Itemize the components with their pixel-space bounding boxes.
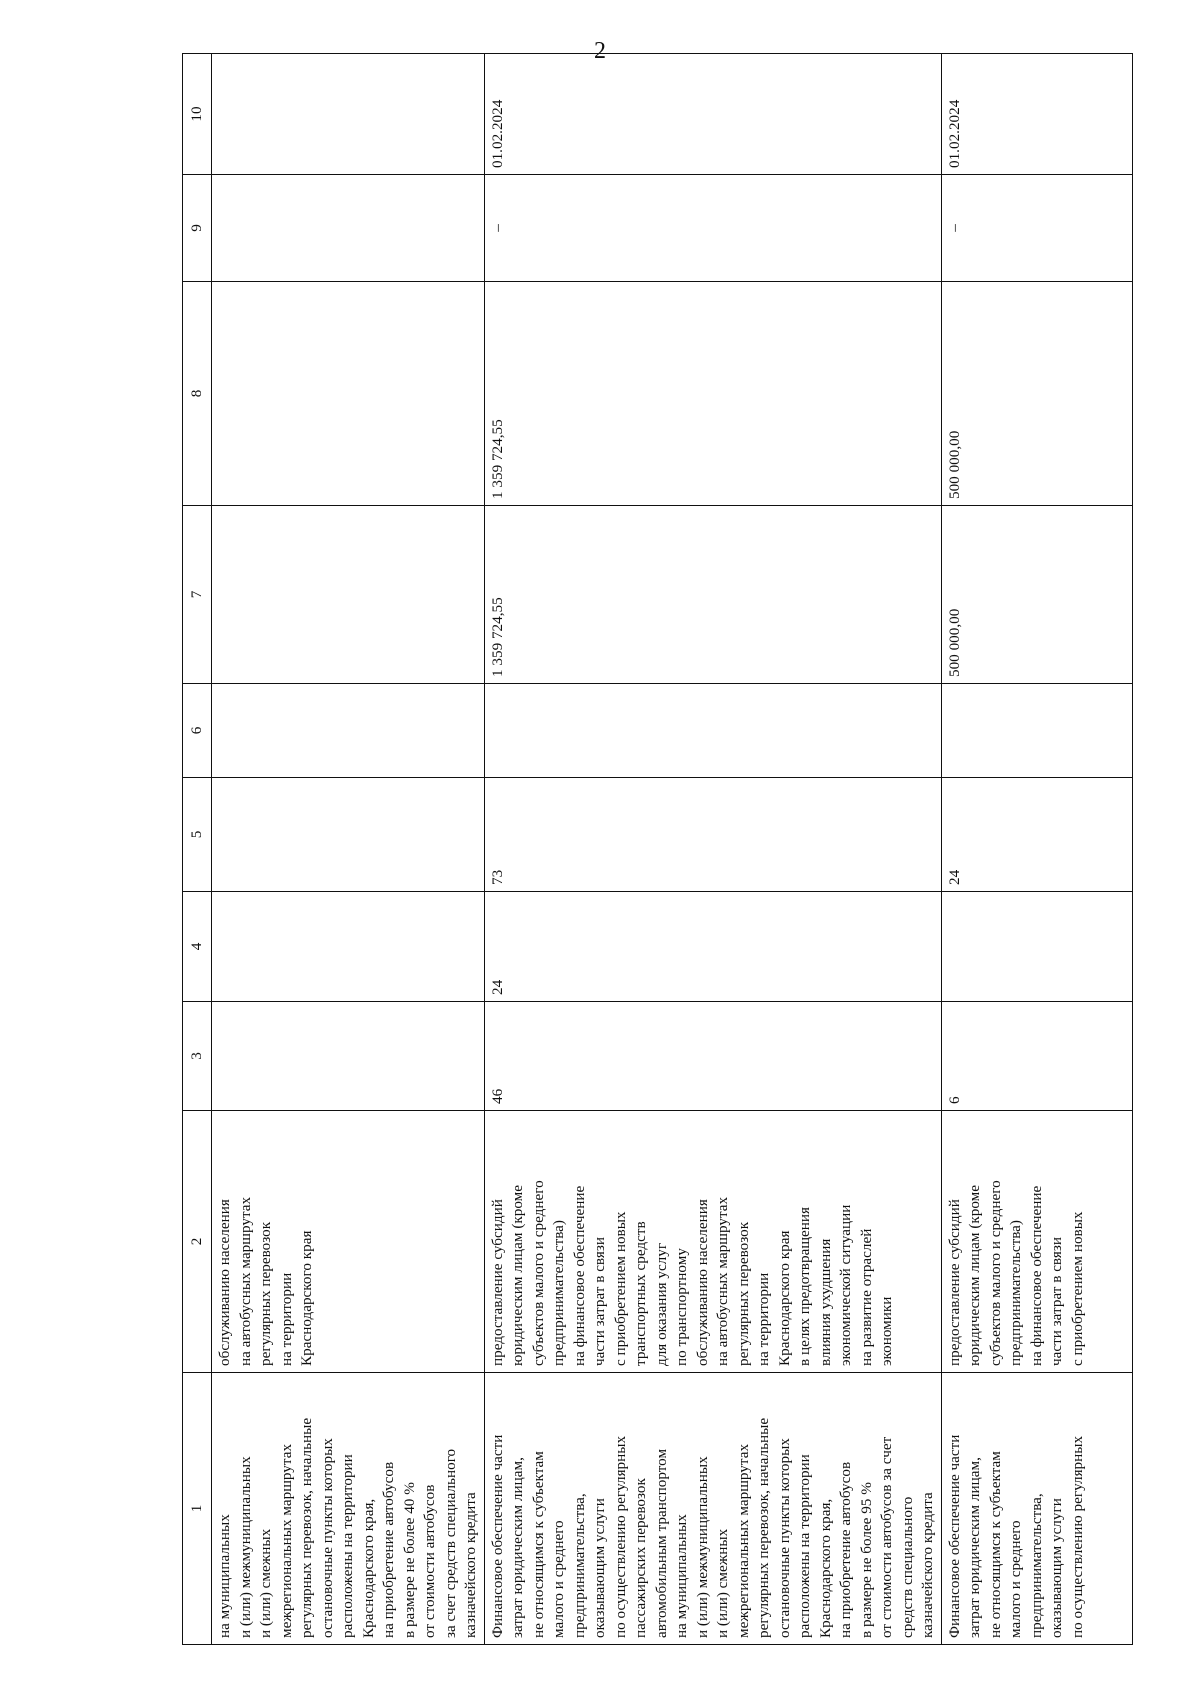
- table-cell: 1 359 724,55: [484, 506, 941, 684]
- header-cell: 2: [183, 1111, 212, 1373]
- header-cell: 9: [183, 175, 212, 282]
- header-cell: 3: [183, 1002, 212, 1111]
- table-cell: 6: [941, 1002, 1132, 1111]
- table-row: [484, 54, 941, 1645]
- table-cell: 24: [941, 778, 1132, 892]
- table-cell: 500 000,00: [941, 282, 1132, 506]
- header-cell: 6: [183, 684, 212, 778]
- header-cell: 4: [183, 892, 212, 1002]
- table-cell: Финансовое обеспечение части затрат юридическим лицам, не относящимся к субъектам малого и среднего предпринимательства, оказывающим услуги по осуществлению регулярных пассажирских перевозок автомобильным транспортом на муниципальных и (или) межмуниципальных и (или) смежных межрегиональных маршрутах регулярных перевозок, начальные остановочные пункты которых расположены на территории Краснодарского края, на приобретение автобусов в размере не более 95 % от стоимости автобусов за счет средств специального казначейского кредита: [484, 1373, 941, 1645]
- table-cell: предоставление субсидий юридическим лицам (кроме субъектов малого и среднего предпринимательства) на финансовое обеспечение части затрат в связи с приобретением новых: [941, 1111, 1132, 1373]
- header-cell: 10: [183, 54, 212, 175]
- table-cell: [212, 175, 485, 282]
- table-cell: [941, 684, 1132, 778]
- table-cell: 46: [484, 1002, 941, 1111]
- header-cell: 7: [183, 506, 212, 684]
- table-cell: [212, 778, 485, 892]
- header-row: [183, 54, 212, 1645]
- table-cell: [212, 684, 485, 778]
- table-cell: [212, 282, 485, 506]
- table-cell: на муниципальных и (или) межмуниципальных и (или) смежных межрегиональных маршрутах регулярных перевозок, начальные остановочные пункты которых расположены на территории Краснодарского края, на приобретение автобусов в размере не более 40 % от стоимости автобусов за счет средств специального казначейского кредита: [212, 1373, 485, 1645]
- table-cell: 500 000,00: [941, 506, 1132, 684]
- table-cell: [941, 892, 1132, 1002]
- table-cell: 01.02.2024: [484, 54, 941, 175]
- table-row: [941, 54, 1132, 1645]
- rotated-table-container: [182, 99, 1104, 1645]
- table-cell: [212, 892, 485, 1002]
- header-cell: 8: [183, 282, 212, 506]
- budget-table: [182, 53, 1133, 1645]
- header-cell: 5: [183, 778, 212, 892]
- table-cell: [212, 506, 485, 684]
- table-cell: 24: [484, 892, 941, 1002]
- table-cell: обслуживанию населения на автобусных маршрутах регулярных перевозок на территории Краснодарского края: [212, 1111, 485, 1373]
- table-cell: предоставление субсидий юридическим лицам (кроме субъектов малого и среднего предпринимательства) на финансовое обеспечение части затрат в связи с приобретением новых транспортных средств для оказания услуг по транспортному обслуживанию населения на автобусных маршрутах регулярных перевозок на территории Краснодарского края в целях предотвращения влияния ухудшения экономической ситуации на развитие отраслей экономики: [484, 1111, 941, 1373]
- table-cell: [484, 684, 941, 778]
- table-cell: –: [484, 175, 941, 282]
- table-cell: 1 359 724,55: [484, 282, 941, 506]
- table-cell: Финансовое обеспечение части затрат юридическим лицам, не относящимся к субъектам малого и среднего предпринимательства, оказывающим услуги по осуществлению регулярных: [941, 1373, 1132, 1645]
- table-cell: 01.02.2024: [941, 54, 1132, 175]
- table-row: [212, 54, 485, 1645]
- page-number: 2: [594, 38, 606, 64]
- table-cell: 73: [484, 778, 941, 892]
- table-cell: –: [941, 175, 1132, 282]
- table-cell: [212, 1002, 485, 1111]
- header-cell: 1: [183, 1373, 212, 1645]
- table-cell: [212, 54, 485, 175]
